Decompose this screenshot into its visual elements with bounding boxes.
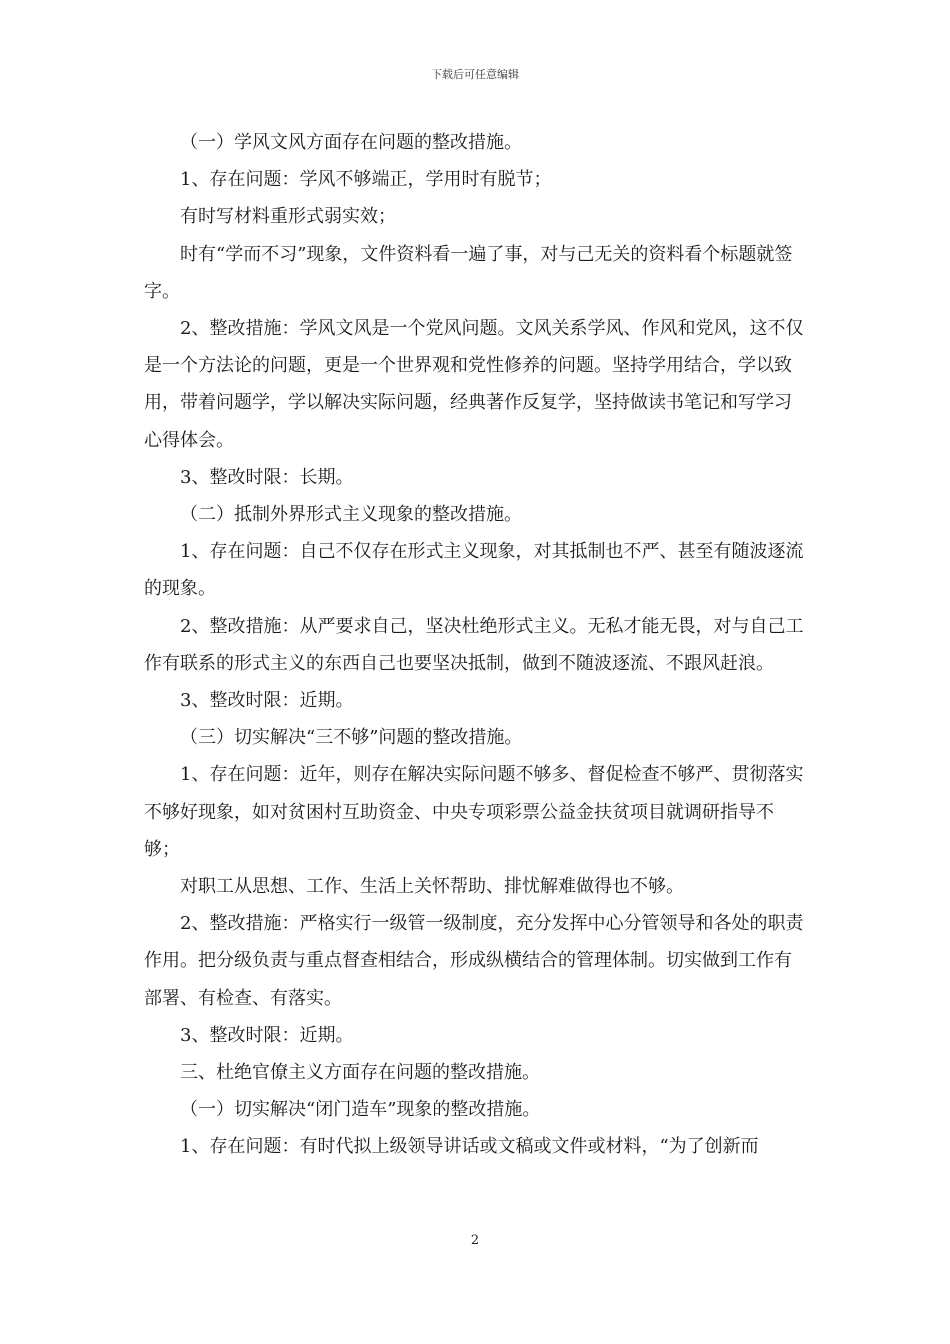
paragraph: 3、整改时限：近期。: [180, 1024, 354, 1046]
section-heading: （二）抵制外界形式主义现象的整改措施。: [180, 504, 522, 526]
paragraph: 1、存在问题：有时代拟上级领导讲话或文稿或文件或材料，“为了创新而: [180, 1136, 759, 1158]
paragraph: 2、整改措施：严格实行一级管一级制度，充分发挥中心分管领导和各处的职责作用。把分级负责与重点督查相结合，形成纵横结合的管理体制。切实做到工作有部署、有检查、有落实。: [144, 913, 804, 1009]
document-body: [144, 124, 808, 1166]
section-heading: 三、杜绝官僚主义方面存在问题的整改措施。: [180, 1062, 540, 1084]
paragraph: 时有“学而不习”现象，文件资料看一遍了事，对与己无关的资料看个标题就签字。: [144, 243, 793, 302]
paragraph: 3、整改时限：长期。: [180, 466, 354, 488]
section-heading: （一）学风文风方面存在问题的整改措施。: [180, 132, 522, 153]
section-heading: （一）切实解决“闭门造车”现象的整改措施。: [180, 1099, 541, 1121]
paragraph: 对职工从思想、工作、生活上关怀帮助、排忧解难做得也不够。: [180, 876, 684, 898]
paragraph: 3、整改时限：近期。: [180, 690, 354, 712]
paragraph: 1、存在问题：近年，则存在解决实际问题不够多、督促检查不够严、贯彻落实不够好现象，如对贫困村互助资金、中央专项彩票公益金扶贫项目就调研指导不够；: [144, 764, 804, 860]
paragraph: 有时写材料重形式弱实效；: [180, 206, 396, 228]
paragraph: 1、存在问题：自己不仅存在形式主义现象，对其抵制也不严、甚至有随波逐流的现象。: [144, 541, 804, 600]
section-heading: （三）切实解决“三不够”问题的整改措施。: [180, 727, 523, 749]
paragraph: 2、整改措施：从严要求自己，坚决杜绝形式主义。无私才能无畏，对与自己工作有联系的形式主义的东西自己也要坚决抵制，做到不随波逐流、不跟风赶浪。: [144, 615, 804, 674]
paragraph: 2、整改措施：学风文风是一个党风问题。文风关系学风、作风和党风，这不仅是一个方法论的问题，更是一个世界观和党性修养的问题。坚持学用结合，学以致用，带着问题学，学以解决实际问题，经典著作反复学，坚持做读书笔记和写学习心得体会。: [144, 318, 804, 451]
header-note: 下载后可任意编辑: [431, 68, 519, 81]
page-number: 2: [470, 1233, 480, 1248]
paragraph: 1、存在问题：学风不够端正，学用时有脱节；: [180, 169, 552, 191]
